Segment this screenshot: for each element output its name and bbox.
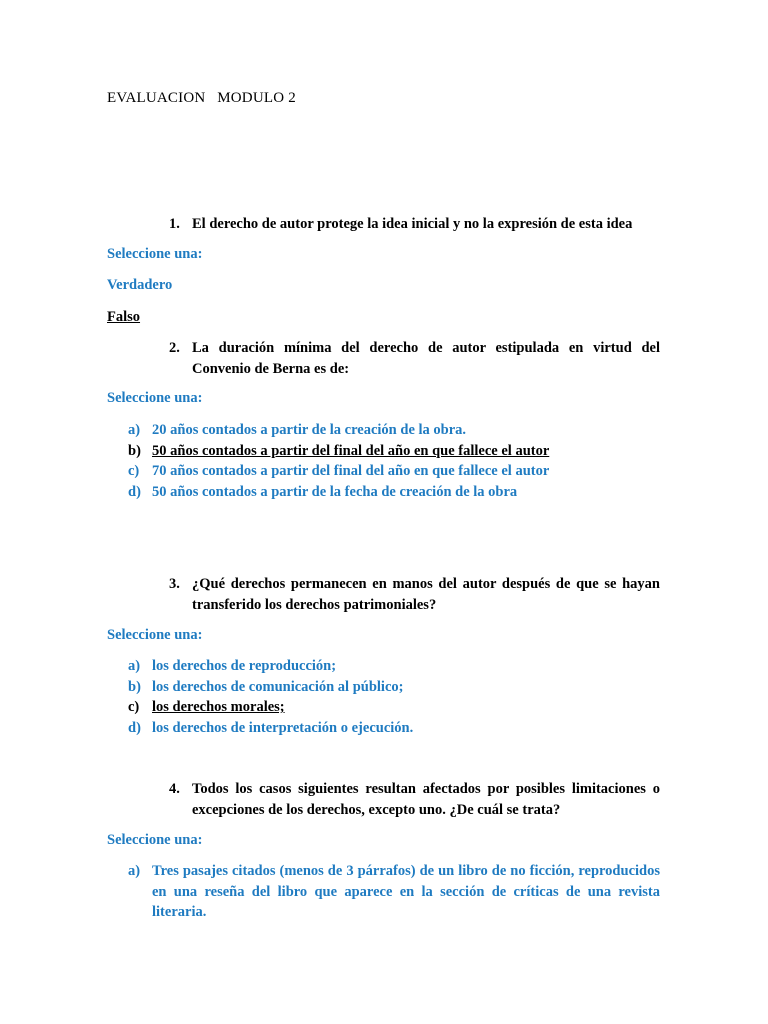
option-text: 50 años contados a partir de la fecha de creación de la obra xyxy=(152,483,518,500)
option-4a[interactable] xyxy=(128,861,660,923)
select-label: Seleccione una: xyxy=(107,246,203,262)
option-3a[interactable] xyxy=(128,656,660,677)
question-4 xyxy=(169,779,660,821)
option-2c[interactable] xyxy=(128,461,660,482)
option-letter: a) xyxy=(128,658,141,674)
option-2a[interactable] xyxy=(128,420,660,441)
option-verdadero[interactable]: Verdadero xyxy=(107,277,173,293)
question-text: El derecho de autor protege la idea inicial y no la expresión de esta idea xyxy=(192,216,633,232)
question-3 xyxy=(169,574,660,616)
option-text: los derechos de comunicación al público; xyxy=(152,678,404,695)
option-letter: a) xyxy=(128,863,141,879)
question-1 xyxy=(169,214,660,235)
question-text: ¿Qué derechos permanecen en manos del autor después de que se hayan transferido los derechos patrimoniales? xyxy=(192,576,660,613)
question-2 xyxy=(169,338,660,380)
option-letter: b) xyxy=(128,678,141,695)
select-label: Seleccione una: xyxy=(107,627,203,643)
document-title: EVALUACION MODULO 2 xyxy=(107,90,296,106)
option-3b[interactable] xyxy=(128,677,660,698)
option-falso-selected[interactable]: Falso xyxy=(107,309,141,325)
question-number: 4. xyxy=(169,781,180,797)
option-text: Tres pasajes citados (menos de 3 párrafos) de un libro de no ficción, reproducidos en una reseña del libro que aparece en la sección de críticas de una revista literaria. xyxy=(152,863,660,920)
question-number: 3. xyxy=(169,576,180,592)
question-text: Todos los casos siguientes resultan afectados por posibles limitaciones o excepciones de los derechos, excepto uno. ¿De cuál se trata? xyxy=(192,781,660,818)
option-letter: d) xyxy=(128,483,141,500)
option-2b-selected[interactable] xyxy=(128,441,660,462)
option-letter: c) xyxy=(128,463,140,479)
option-letter: d) xyxy=(128,719,141,736)
option-text: 70 años contados a partir del final del año en que fallece el autor xyxy=(152,463,550,479)
option-letter: c) xyxy=(128,699,140,715)
option-3d[interactable] xyxy=(128,718,660,739)
option-3c-selected[interactable] xyxy=(128,697,660,718)
option-text: 20 años contados a partir de la creación de la obra. xyxy=(152,422,467,438)
option-text: los derechos de interpretación o ejecución. xyxy=(152,719,414,736)
question-text: La duración mínima del derecho de autor estipulada en virtud del Convenio de Berna es de: xyxy=(192,340,660,377)
question-number: 2. xyxy=(169,340,180,356)
question-number: 1. xyxy=(169,216,180,232)
select-label: Seleccione una: xyxy=(107,832,203,848)
option-letter: a) xyxy=(128,422,141,438)
select-label: Seleccione una: xyxy=(107,390,203,406)
option-letter: b) xyxy=(128,442,141,459)
option-text: 50 años contados a partir del final del año en que fallece el autor xyxy=(152,442,550,459)
option-2d[interactable] xyxy=(128,482,660,503)
option-text: los derechos morales; xyxy=(152,699,285,715)
option-text: los derechos de reproducción; xyxy=(152,658,337,674)
